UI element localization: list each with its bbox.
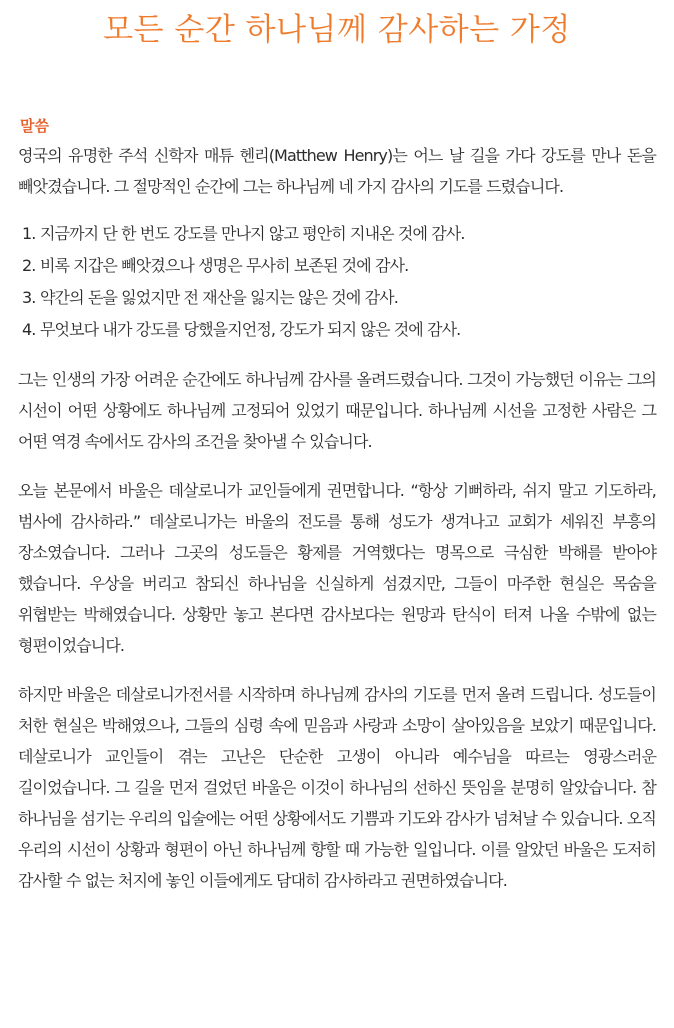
paragraph-3: 오늘 본문에서 바울은 데살로니가 교인들에게 권면합니다. “항상 기뻐하라, 쉬지 말고 기도하라, 범사에 감사하라.” 데살로니가는 바울의 전도를 통해 성도가 생겨나고 교회가 세워진 부흥의 장소였습니다. 그러나 그곳의 성도들은 황제를 거역했다는 명목으로 극심한 박해를 받아야 했습니다. 우상을 버리고 참되신 하나님을 신실하게 섬겼지만, 그들이 마주한 현실은 목숨을 위협받는 박해였습니다. 상황만 놓고 본다면 감사보다는 원망과 탄식이 터져 나올 수밖에 없는 형편이었습니다. — [18, 481, 656, 655]
paragraph-4: 하지만 바울은 데살로니가전서를 시작하며 하나님께 감사의 기도를 먼저 올려 드립니다. 성도들이 처한 현실은 박해였으나, 그들의 심령 속에 믿음과 사랑과 소망이 살아있음을 보았기 때문입니다. 데살로니가 교인들이 겪는 고난은 단순한 고생이 아니라 예수님을 따르는 영광스러운 길이었습니다. 그 길을 먼저 걸었던 바울은 이것이 하나님의 선하신 뜻임을 분명히 알았습니다. 참 하나님을 섬기는 우리의 입술에는 어떤 상황에서도 기쁨과 기도와 감사가 넘쳐날 수 있습니다. 오직 우리의 시선이 상황과 형편이 아닌 하나님께 향할 때 가능한 일입니다. 이를 알았던 바울은 도저히 감사할 수 없는 처지에 놓인 이들에게도 담대히 감사하라고 권면하였습니다. — [18, 685, 656, 890]
list-item-number: 1. — [22, 224, 36, 243]
prayer-list — [18, 218, 656, 346]
page-title: 모든 순간 하나님께 감사하는 가정 — [103, 12, 571, 48]
paragraph-2: 그는 인생의 가장 어려운 순간에도 하나님께 감사를 올려드렸습니다. 그것이 가능했던 이유는 그의 시선이 어떤 상황에도 하나님께 고정되어 있었기 때문입니다. 하나님께 시선을 고정한 사람은 그 어떤 역경 속에서도 감사의 조건을 찾아낼 수 있습니다. — [18, 370, 656, 451]
list-item-number: 3. — [22, 288, 36, 307]
list-item-number: 4. — [22, 320, 36, 339]
intro-paragraph: 영국의 유명한 주석 신학자 매튜 헨리(Matthew Henry)는 어느 날 길을 가다 강도를 만나 돈을 빼앗겼습니다. 그 절망적인 순간에 그는 하나님께 네 가지 감사의 기도를 드렸습니다. — [18, 146, 656, 196]
section-label: 말씀 — [20, 117, 49, 135]
list-item — [22, 314, 656, 346]
list-item-text: 지금까지 단 한 번도 강도를 만나지 않고 평안히 지내온 것에 감사. — [40, 224, 465, 243]
list-item — [22, 282, 656, 314]
list-item — [22, 250, 656, 282]
list-item-text: 비록 지갑은 빼앗겼으나 생명은 무사히 보존된 것에 감사. — [40, 256, 409, 275]
list-item-text: 약간의 돈을 잃었지만 전 재산을 잃지는 않은 것에 감사. — [40, 288, 398, 307]
list-item — [22, 218, 656, 250]
list-item-text: 무엇보다 내가 강도를 당했을지언정, 강도가 되지 않은 것에 감사. — [40, 320, 461, 339]
list-item-number: 2. — [22, 256, 36, 275]
